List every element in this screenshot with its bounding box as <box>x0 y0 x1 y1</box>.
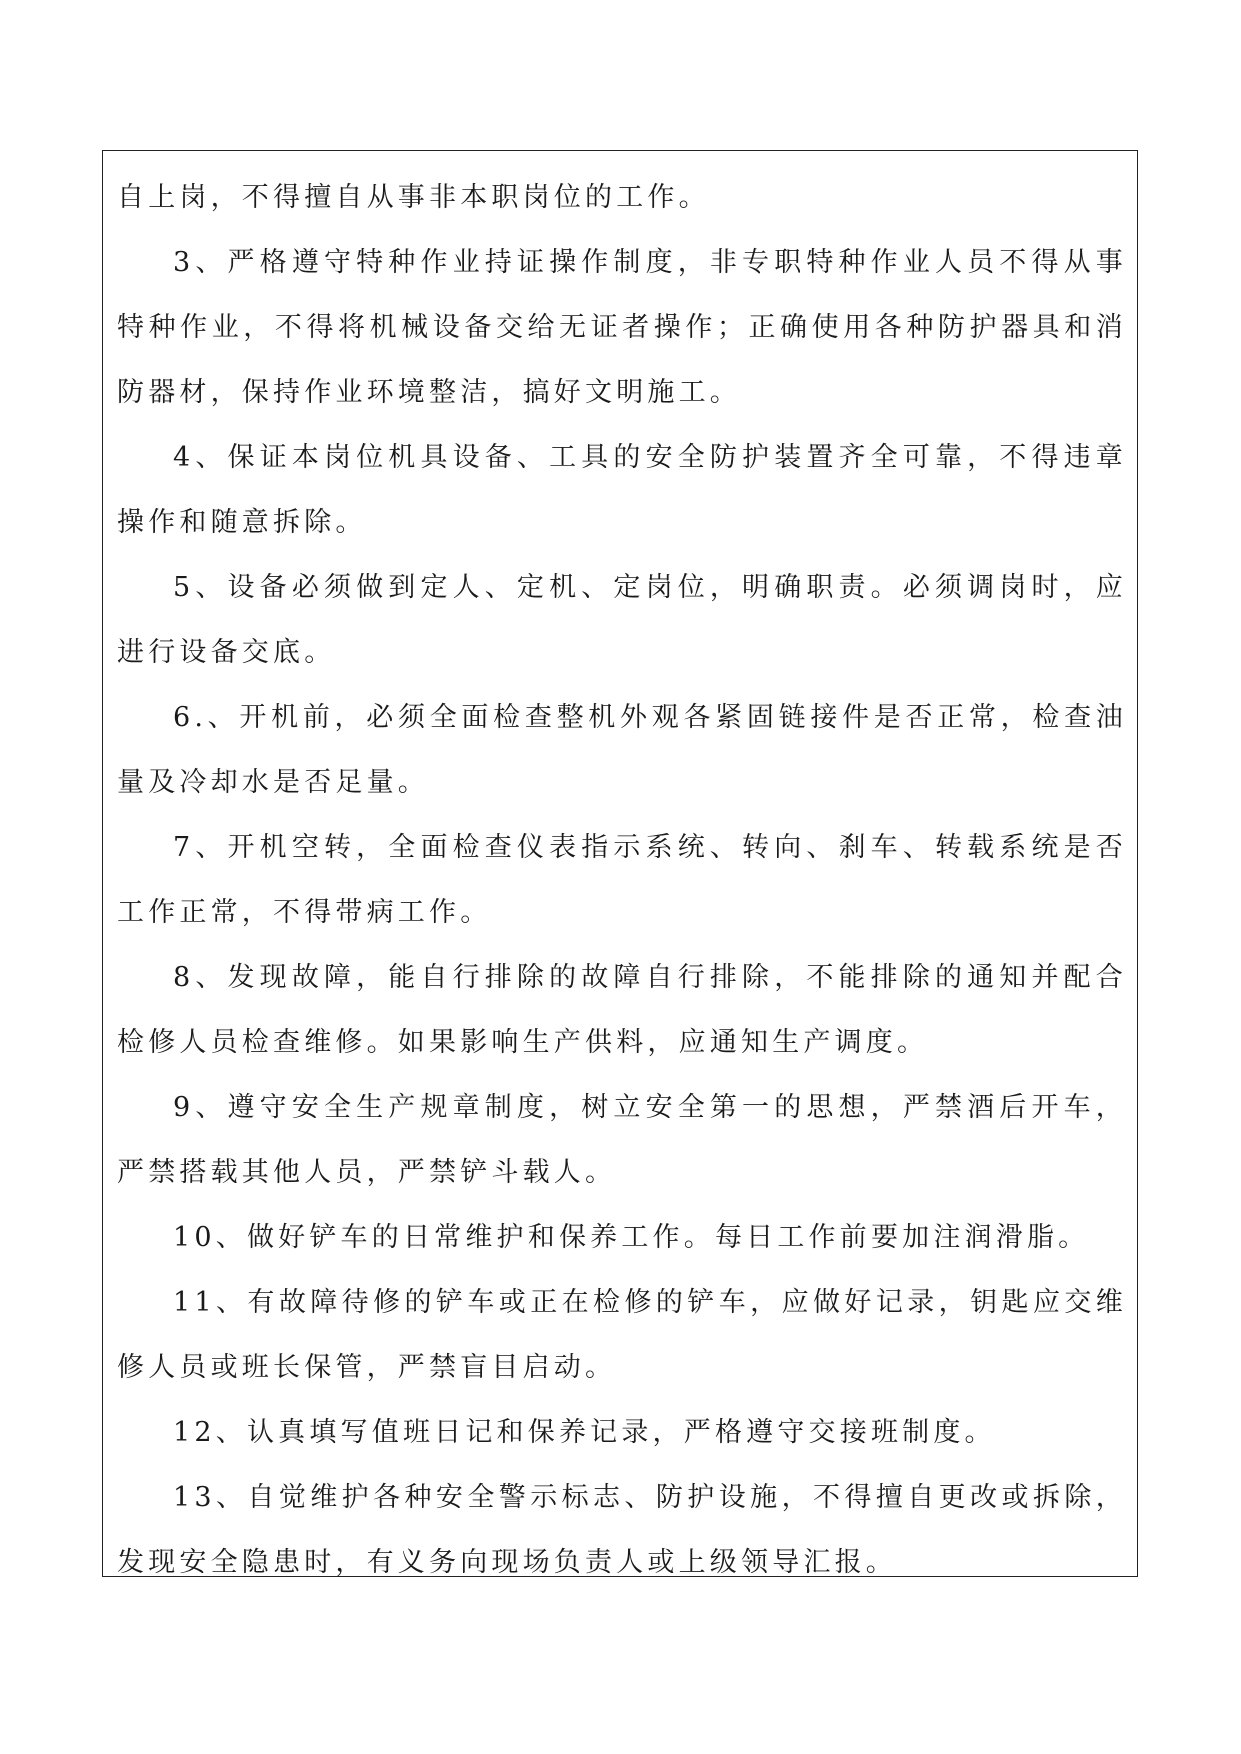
paragraph-item-13: 13、自觉维护各种安全警示标志、防护设施，不得擅自更改或拆除，发现安全隐患时，有义务向现场负责人或上级领导汇报。 <box>117 1482 1127 1578</box>
paragraph-item-8: 8、发现故障，能自行排除的故障自行排除，不能排除的通知并配合检修人员检查维修。如果影响生产供料，应通知生产调度。 <box>117 962 1127 1058</box>
paragraph-continuation: 自上岗，不得擅自从事非本职岗位的工作。 <box>117 182 710 213</box>
document-frame <box>102 150 1138 1577</box>
paragraph-item-5: 5、设备必须做到定人、定机、定岗位，明确职责。必须调岗时，应进行设备交底。 <box>117 572 1127 668</box>
paragraph-item-4: 4、保证本岗位机具设备、工具的安全防护装置齐全可靠，不得违章操作和随意拆除。 <box>117 442 1127 538</box>
paragraph-item-12: 12、认真填写值班日记和保养记录，严格遵守交接班制度。 <box>173 1417 996 1448</box>
paragraph-item-9: 9、遵守安全生产规章制度，树立安全第一的思想，严禁酒后开车，严禁搭载其他人员，严禁铲斗载人。 <box>117 1092 1127 1188</box>
paragraph-item-7: 7、开机空转，全面检查仪表指示系统、转向、刹车、转载系统是否工作正常，不得带病工作。 <box>117 832 1127 928</box>
paragraph-item-11: 11、有故障待修的铲车或正在检修的铲车，应做好记录，钥匙应交维修人员或班长保管，严禁盲目启动。 <box>117 1287 1127 1383</box>
paragraph-item-6: 6.、开机前，必须全面检查整机外观各紧固链接件是否正常，检查油量及冷却水是否足量。 <box>117 702 1127 798</box>
paragraph-item-3: 3、严格遵守特种作业持证操作制度，非专职特种作业人员不得从事特种作业，不得将机械设备交给无证者操作；正确使用各种防护器具和消防器材，保持作业环境整洁，搞好文明施工。 <box>117 247 1127 408</box>
paragraph-item-10: 10、做好铲车的日常维护和保养工作。每日工作前要加注润滑脂。 <box>173 1222 1090 1253</box>
document-body <box>117 165 1127 1595</box>
